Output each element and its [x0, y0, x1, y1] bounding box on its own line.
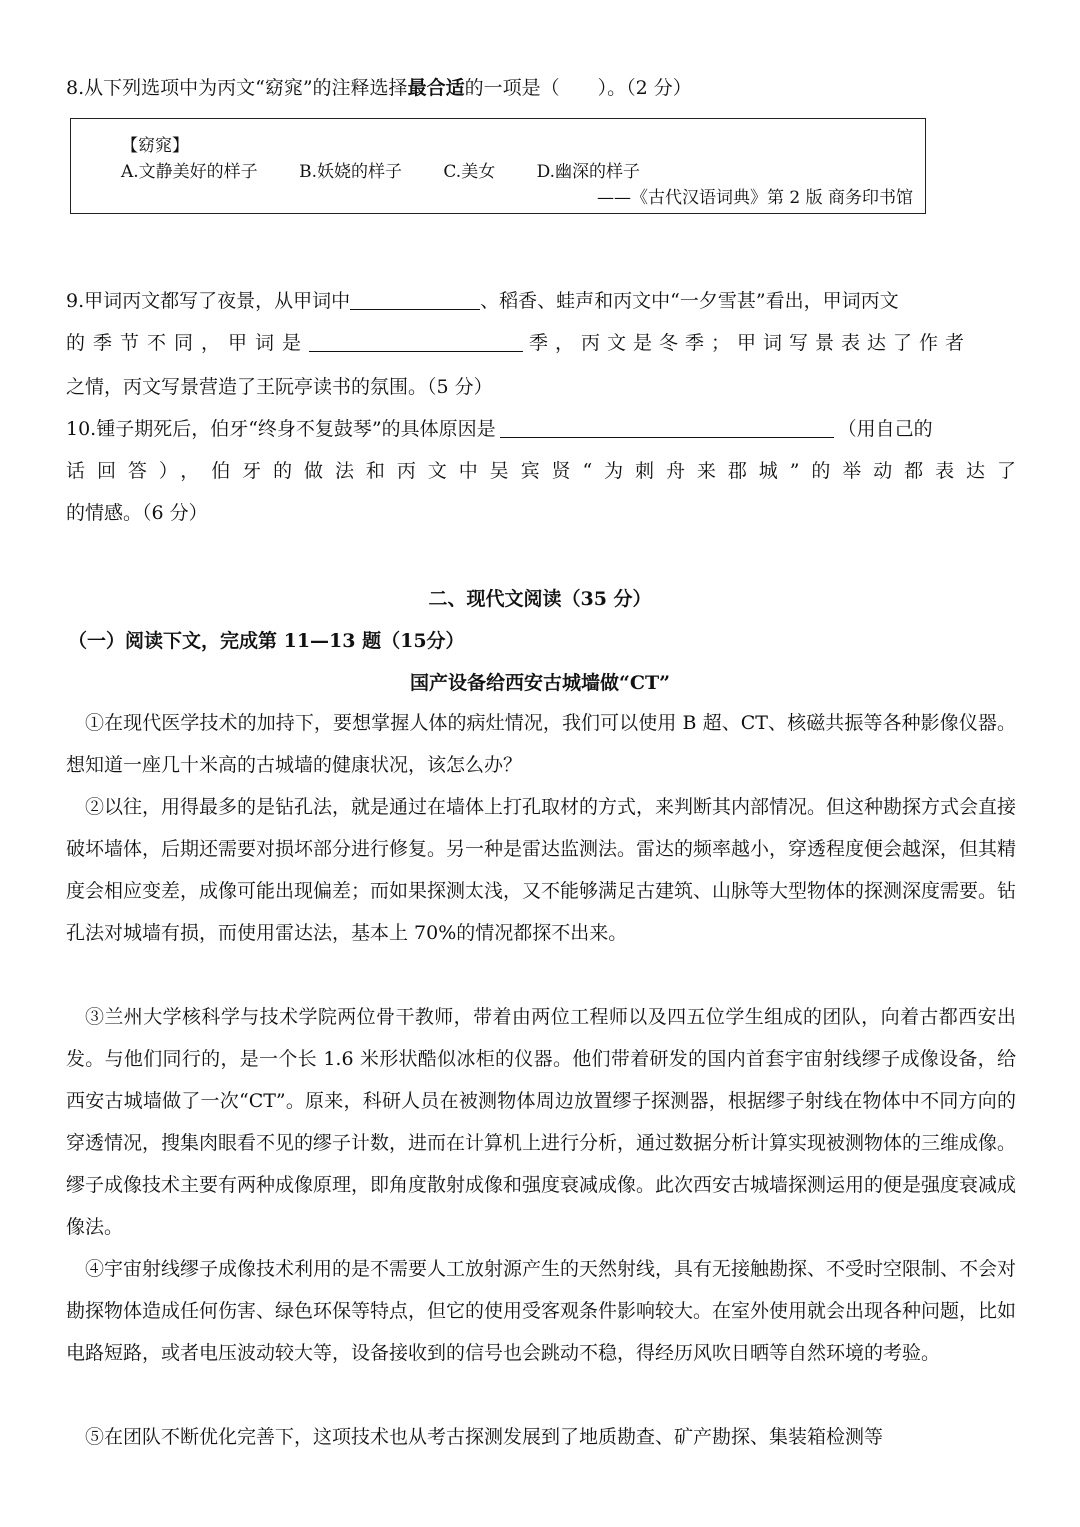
- q9-line-2: [66, 328, 1016, 355]
- q10-line-2: 话回答），伯牙的做法和丙文中吴宾贤“为刺舟来郡城”的举动都表达了: [66, 460, 1016, 482]
- section-title: 二、现代文阅读（35 分）: [428, 588, 652, 610]
- option-a: A.文静美好的样子: [121, 162, 258, 182]
- gloss-options: [121, 157, 676, 182]
- q9-text-2b: 季，丙文是冬季；甲词写景表达了作者: [529, 332, 972, 354]
- q10-text-1b: （用自己的: [837, 418, 933, 440]
- q9-line-1: [66, 286, 1016, 313]
- paragraph-4: ④宇宙射线缪子成像技术利用的是不需要人工放射源产生的天然射线，具有无接触勘探、不受时空限制、不会对勘探物体造成任何伤害、绿色环保等特点，但它的使用受客观条件影响较大。在室外使用就会出现各种问题，比如电路短路，或者电压波动较大等，设备接收到的信号也会跳动不稳，得经历风吹日晒等自然环境的考验。: [66, 1258, 1017, 1364]
- q10-line-1: [66, 414, 1016, 441]
- option-c: C.美女: [443, 162, 496, 182]
- q9-line-3: [66, 372, 1016, 399]
- gloss-source: ——《古代汉语词典》第 2 版 商务印书馆: [596, 188, 913, 208]
- q8-prefix: 8.从下列选项中为丙文“窈窕”的注释选择: [66, 77, 408, 99]
- option-b: B.妖娆的样子: [299, 162, 402, 182]
- question-8: [66, 72, 692, 104]
- paragraph-5: ⑤在团队不断优化完善下，这项技术也从考古探测发展到了地质勘查、矿产勘探、集装箱检测等: [85, 1426, 884, 1448]
- article-title: 国产设备给西安古城墙做“CT”: [409, 672, 671, 694]
- paragraph-3: ③兰州大学核科学与技术学院两位骨干教师，带着由两位工程师以及四五位学生组成的团队，向着古都西安出发。与他们同行的，是一个长 1.6 米形状酷似冰柜的仪器。他们带着研发的国内首套宇宙射线缪子成像设备，给西安古城墙做了一次“CT”。原来，科研人员在被测物体周边放置缪子探测器，根据缪子射线在物体中不同方向的穿透情况，搜集肉眼看不见的缪子计数，进而在计算机上进行分析，通过数据分析计算实现被测物体的三维成像。缪子成像技术主要有两种成像原理，即角度散射成像和强度衰减成像。此次西安古城墙探测运用的便是强度衰减成像法。: [66, 1006, 1017, 1238]
- q9-text-1a: 9.甲词丙文都写了夜景，从甲词中: [66, 290, 351, 312]
- option-d: D.幽深的样子: [536, 162, 641, 182]
- q10-line-3: [66, 498, 1016, 525]
- q9-text-1b: 、稻香、蛙声和丙文中“一夕雪甚”看出，甲词丙文: [480, 290, 899, 312]
- paragraph-2: ②以往，用得最多的是钻孔法，就是通过在墙体上打孔取材的方式，来判断其内部情况。但这种勘探方式会直接破坏墙体，后期还需要对损坏部分进行修复。另一种是雷达监测法。雷达的频率越小，穿透程度便会越深，但其精度会相应变差，成像可能出现偏差；而如果探测太浅，又不能够满足古建筑、山脉等大型物体的探测深度需要。钻孔法对城墙有损，而使用雷达法，基本上 70%的情况都探不出来。: [66, 796, 1017, 944]
- q9-blank-1[interactable]: [350, 289, 480, 310]
- q8-bold: 最合适: [407, 77, 465, 99]
- gloss-term: 【窈窕】: [121, 136, 189, 156]
- q9-text-3: 之情，丙文写景营造了王阮亭读书的氛围。（5 分）: [66, 376, 493, 398]
- q10-text-1a: 10.锺子期死后，伯牙“终身不复鼓琴”的具体原因是: [66, 418, 496, 440]
- q9-blank-2[interactable]: [309, 331, 523, 352]
- q10-text-3: 的情感。（6 分）: [66, 502, 208, 524]
- gloss-box: [70, 118, 926, 214]
- q8-suffix: 的一项是（ ）。（2 分）: [464, 77, 692, 99]
- paragraph-1: ①在现代医学技术的加持下，要想掌握人体的病灶情况，我们可以使用 B 超、CT、核磁共振等各种影像仪器。想知道一座几十米高的古城墙的健康状况，该怎么办？: [66, 712, 1016, 776]
- q10-blank-1[interactable]: [500, 417, 834, 438]
- section-subtitle: （一）阅读下文，完成第 11—13 题（15分）: [68, 630, 465, 652]
- q9-text-2a: 的季节不同，甲词是: [66, 332, 310, 354]
